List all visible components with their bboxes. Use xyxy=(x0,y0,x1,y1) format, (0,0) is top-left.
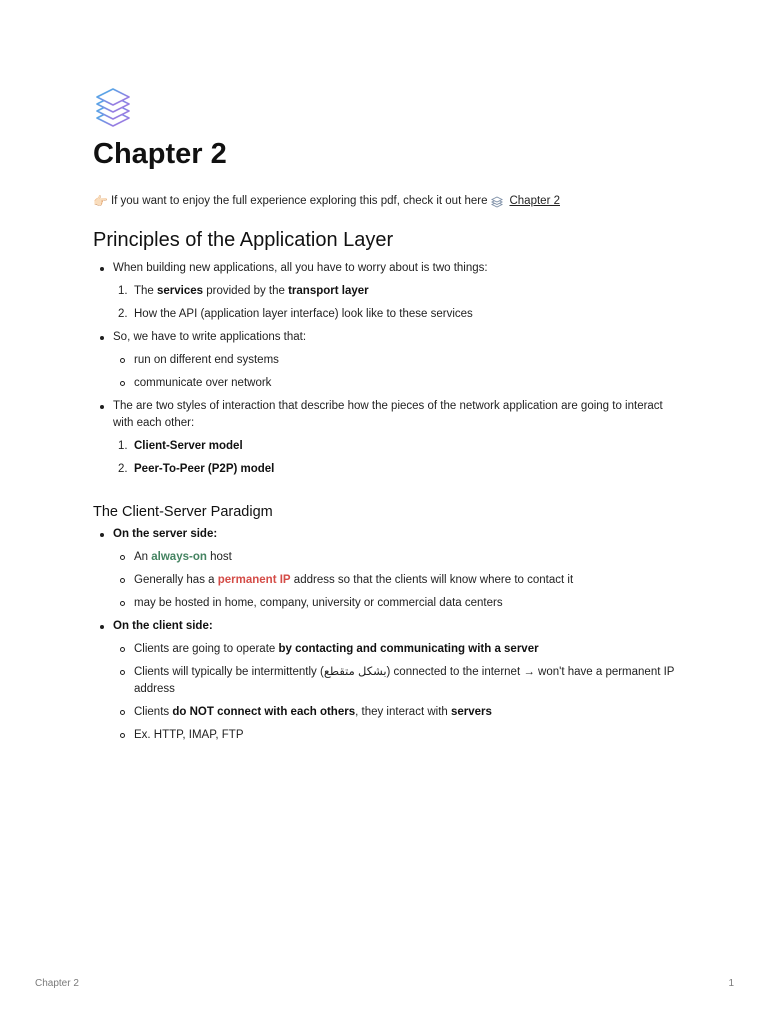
chapter-link[interactable]: Chapter 2 xyxy=(509,195,560,207)
list-item: Ex. HTTP, IMAP, FTP xyxy=(113,727,683,744)
list-item: Generally has a permanent IP address so that the clients will know where to contact it xyxy=(113,572,683,589)
section-heading-client-server: The Client-Server Paradigm xyxy=(93,504,273,520)
list-item: The are two styles of interaction that describe how the pieces of the network application are going to interact with each other: 1. Client-Server model 2. Peer-To-Peer (P2P) model xyxy=(93,398,683,478)
list-item: When building new applications, all you have to worry about is two things: 1. The services provided by the transport layer 2. How the API (application layer interface) look like to these services xyxy=(93,260,683,323)
callout xyxy=(93,192,683,210)
list-item: 2. Peer-To-Peer (P2P) model xyxy=(118,463,275,475)
sub-list xyxy=(113,352,683,392)
callout-text: If you want to enjoy the full experience exploring this pdf, check it out here xyxy=(110,195,488,207)
stack-icon xyxy=(491,195,503,208)
list-item: run on different end systems xyxy=(113,352,683,369)
list-item: Clients are going to operate by contacting and communicating with a server xyxy=(113,641,683,658)
list-item: On the client side: Clients are going to operate by contacting and communicating with a server Clients will typically be intermittently (بشكل متقطع) connected to the internet → won't have a permanent IP address Clients do NOT connect with each others, they interact with servers Ex. HTTP, IMAP, FTP xyxy=(93,618,683,744)
stacked-layers-icon xyxy=(93,86,133,128)
list-item: Clients will typically be intermittently (بشكل متقطع) connected to the internet → won't have a permanent IP address xyxy=(113,664,683,698)
list-item: may be hosted in home, company, university or commercial data centers xyxy=(113,595,683,612)
numbered-list xyxy=(113,283,683,323)
pointing-hand-icon: 👉🏻 xyxy=(93,194,108,208)
list-item: Clients do NOT connect with each others, they interact with servers xyxy=(113,704,683,721)
list-item: On the server side: An always-on host Generally has a permanent IP address so that the clients will know where to contact it may be hosted in home, company, university or commercial data centers xyxy=(93,526,683,612)
sub-list xyxy=(113,641,683,744)
list-item: An always-on host xyxy=(113,549,683,566)
footer-chapter-title: Chapter 2 xyxy=(35,978,79,989)
list-item: communicate over network xyxy=(113,375,683,392)
principles-list xyxy=(93,260,683,478)
list-item: 1. The services provided by the transport layer xyxy=(118,285,369,297)
list-item: So, we have to write applications that: run on different end systems communicate over network xyxy=(93,329,683,392)
section-heading-principles: Principles of the Application Layer xyxy=(93,229,394,251)
page-content xyxy=(93,86,683,750)
sub-list xyxy=(113,549,683,612)
page-title: Chapter 2 xyxy=(93,138,227,170)
numbered-list xyxy=(113,438,683,478)
client-server-list xyxy=(93,526,683,744)
list-item: 1. Client-Server model xyxy=(118,440,243,452)
footer-page-number: 1 xyxy=(728,978,734,989)
list-item: 2. How the API (application layer interface) look like to these services xyxy=(118,308,473,320)
